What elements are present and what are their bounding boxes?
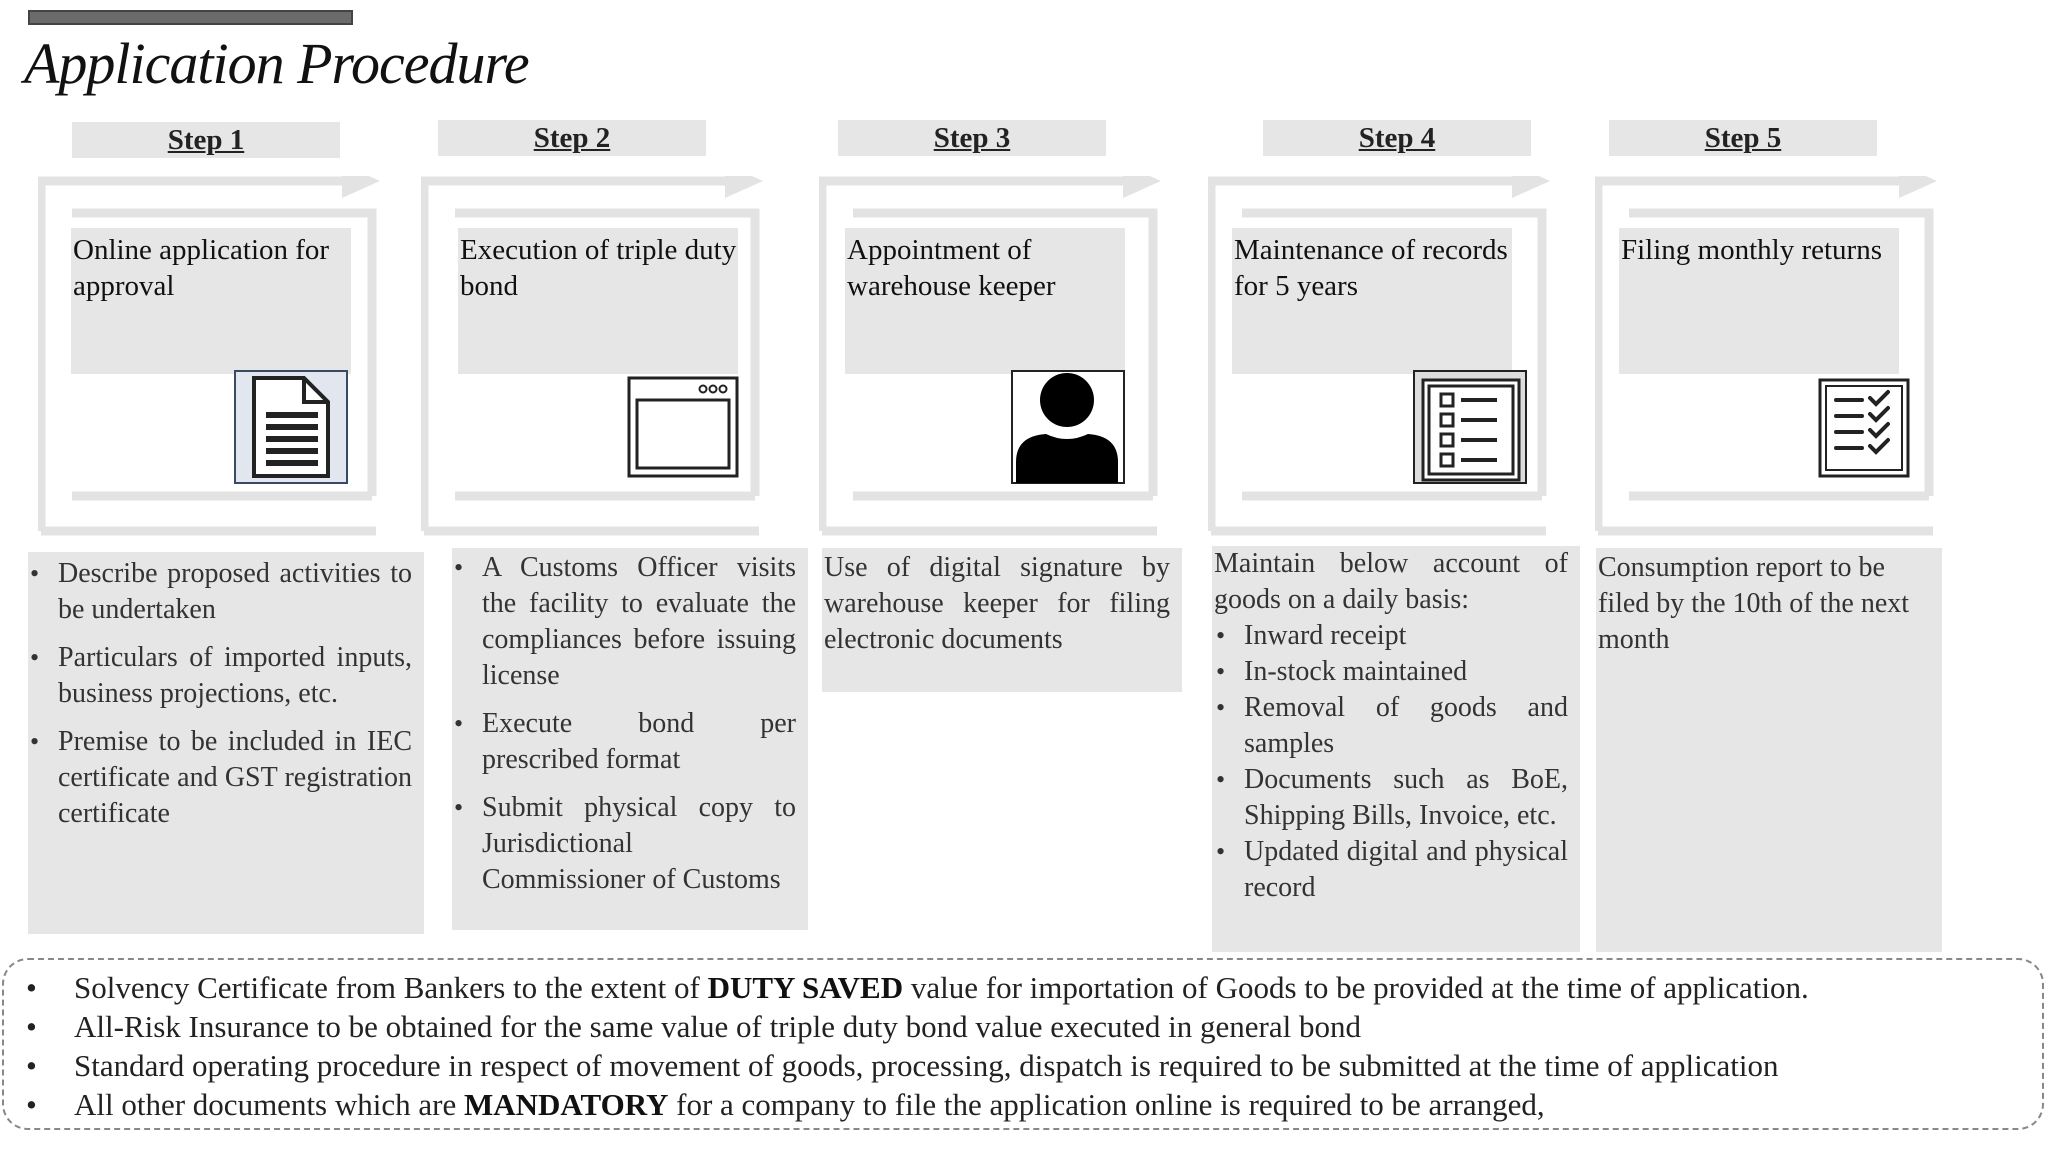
person-icon: [1011, 370, 1125, 484]
step-4-label: Step 4: [1263, 120, 1531, 156]
step-1-title-card: Online application for approval: [71, 228, 351, 374]
step-5-label: Step 5: [1609, 120, 1877, 156]
step-5-text: Consumption report to be filed by the 10th of the next month: [1598, 552, 1910, 655]
title-accent-bar: [28, 10, 353, 25]
step-4-title-card: Maintenance of records for 5 years: [1232, 228, 1512, 374]
note-item: • Standard operating procedure in respect of movement of goods, processing, dispatch is required to be submitted at the time of application: [4, 1046, 2042, 1085]
step-4-bullet: • Inward receipt: [1214, 618, 1568, 654]
step-1-label: Step 1: [72, 122, 340, 158]
step-2-bullet: • Execute bond per prescribed format: [452, 706, 796, 778]
step-3-description: [822, 548, 1182, 692]
step-1-bullet: • Premise to be included in IEC certificate and GST registration certificate: [28, 724, 412, 832]
records-list-icon: [1413, 370, 1527, 484]
step-4-bullet: • In-stock maintained: [1214, 654, 1568, 690]
step-3-text: Use of digital signature by warehouse keeper for filing electronic documents: [824, 552, 1170, 655]
step-3-title-card: Appointment of warehouse keeper: [845, 228, 1125, 374]
step-3-label: Step 3: [838, 120, 1106, 156]
browser-window-icon: [627, 370, 741, 484]
page-title: Application Procedure: [24, 31, 529, 96]
step-2-label: Step 2: [438, 120, 706, 156]
step-2-bullet: • Submit physical copy to Jurisdictional Commissioner of Customs: [452, 790, 796, 898]
requirements-notes-box: [2, 958, 2044, 1130]
document-icon: [234, 370, 348, 484]
step-5-title-card: Filing monthly returns: [1619, 228, 1899, 374]
step-4-intro: Maintain below account of goods on a daily basis:: [1214, 548, 1568, 615]
note-item: • All-Risk Insurance to be obtained for the same value of triple duty bond value executed in general bond: [4, 1007, 2042, 1046]
step-2-bullet: • A Customs Officer visits the facility to evaluate the compliances before issuing license: [452, 550, 796, 694]
note-item: • All other documents which are MANDATORY for a company to file the application online is required to be arranged,: [4, 1085, 2042, 1124]
step-1-bullet: • Particulars of imported inputs, business projections, etc.: [28, 640, 412, 712]
step-4-bullet: • Updated digital and physical record: [1214, 834, 1568, 906]
step-4-bullet: • Removal of goods and samples: [1214, 690, 1568, 762]
step-1-bullet: • Describe proposed activities to be undertaken: [28, 556, 412, 628]
step-4-bullet: • Documents such as BoE, Shipping Bills, Invoice, etc.: [1214, 762, 1568, 834]
step-4-description: [1212, 546, 1580, 952]
step-2-title-card: Execution of triple duty bond: [458, 228, 738, 374]
step-2-description: [452, 548, 808, 930]
step-5-description: [1596, 548, 1942, 952]
step-1-description: [28, 552, 424, 934]
checklist-icon: [1818, 378, 1910, 478]
note-item: • Solvency Certificate from Bankers to the extent of DUTY SAVED value for importation of Goods to be provided at the time of application.: [4, 968, 2042, 1007]
